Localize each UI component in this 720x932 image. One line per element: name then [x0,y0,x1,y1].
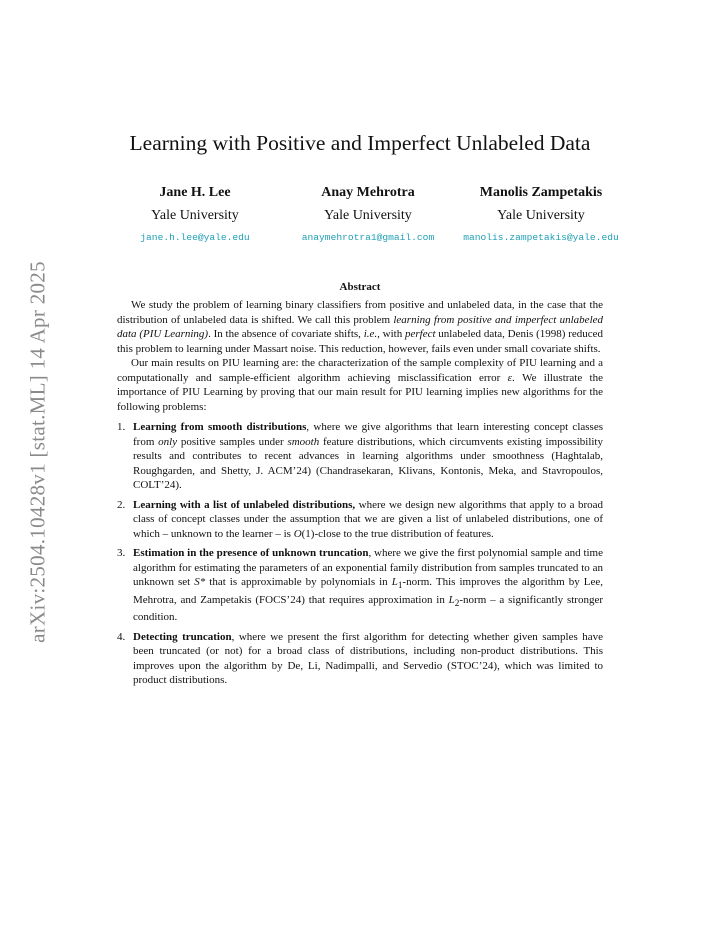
author-affiliation: Yale University [151,208,239,223]
abstract-paragraph-2: Our main results on PIU learning are: the characterization of the sample complexity of PIU learning and a computationally and sample-efficient algorithm achieving misclassification error ε. We illustrate the importance of PIU Learning by proving that our main result for PIU learning implies new algorithms for the following problems: [117,357,603,413]
author-email[interactable]: jane.h.lee@yale.edu [140,232,250,243]
abstract-body [117,298,603,693]
author-affiliation: Yale University [497,208,585,223]
author-affiliation: Yale University [324,208,412,223]
author-email[interactable]: manolis.zampetakis@yale.edu [463,232,619,243]
list-item: 4. Detecting truncation, where we present the first algorithm for detecting whether given samples have been truncated (or not) for a broad class of distributions, including non-product distributions. This improves upon the algorithm by De, Li, Nadimpalli, and Servedio (STOC’24), which was limited to product distributions. [117,630,604,687]
arxiv-identifier: arXiv:2504.10428v1 [stat.ML] 14 Apr 2025 [25,261,50,643]
author-name: Manolis Zampetakis [479,185,603,200]
results-list [117,420,603,688]
author-name: Jane H. Lee [159,185,231,200]
paper-title: Learning with Positive and Imperfect Unlabeled Data [129,131,591,155]
list-item: 2. Learning with a list of unlabeled distributions, where we design new algorithms that apply to a broad class of concept classes under the assumption that we are given a list of unlabeled distributions, one of which – unknown to the learner – is O(1)-close to the true distribution of features. [117,498,603,540]
list-item: 1. Learning from smooth distributions, where we give algorithms that learn interesting concept classes from only positive samples under smooth feature distributions, which circumvents existing impossibility results and contributes to recent advances in learning algorithms under smoothness (Haghtalab, Roughgarden, and Shetty, J. ACM’24) (Chandrasekaran, Klivans, Kontonis, Meka, and Stavropoulos, COLT’24). [117,421,603,491]
author-block [421,184,661,244]
list-item: 3. Estimation in the presence of unknown truncation, where we give the first polynomial sample and time algorithm for estimating the parameters of an exponential family distribution from samples truncated to an unknown set S* that is approximable by polynomials in $L_1$-norm. This improves the algorithm by Lee, Mehrotra, and Zampetakis (FOCS’24) that requires approximation in $L_2$-norm – a significantly stronger condition. [117,547,603,624]
author-name: Anay Mehrotra [321,185,415,200]
author-email[interactable]: anaymehrotra1@gmail.com [301,232,435,243]
abstract-heading: Abstract [339,281,381,293]
abstract-paragraph-1: We study the problem of learning binary classifiers from positive and unlabeled data, in the case that the distribution of unlabeled data is shifted. We call this problem learning from positive and imperfect unlabeled data (PIU Learning). In the absence of covariate shifts, i.e., with perfect unlabeled data, Denis (1998) reduced this problem to learning under Massart noise. This reduction, however, fails even under small covariate shifts. [117,299,604,355]
